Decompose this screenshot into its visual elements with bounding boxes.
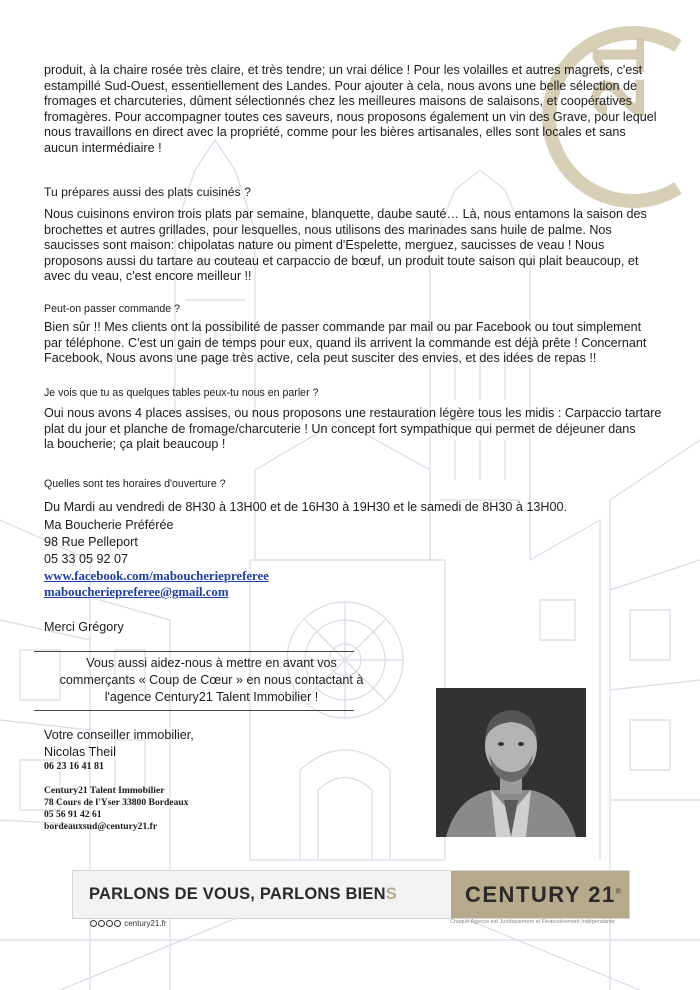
advisor-name: Nicolas Theil xyxy=(44,745,116,759)
answer-line: saucisses sont maison: chipolatas nature ou piment d'Espelette, merguez, saucisses de veau ! Nous xyxy=(44,238,605,253)
century21-wordmark xyxy=(465,882,621,908)
answer-plats-cuisines xyxy=(44,207,647,285)
advisor-title: Votre conseiller immobilier, xyxy=(44,728,194,742)
intro-line: nous travaillons en direct avec la propriété, comme pour les bières artisanales, elles sont locales et sans xyxy=(44,125,626,140)
twitter-icon xyxy=(98,920,105,927)
advisor-portrait-illustration xyxy=(436,688,586,837)
century21-banner xyxy=(72,870,630,919)
intro-line: produit, à la chaire rosée très claire, et très tendre; un vrai délice ! Pour les volailles et autres magrets, c'est xyxy=(44,63,643,77)
facebook-icon xyxy=(90,920,97,927)
question-horaires: Quelles sont tes horaires d'ouverture ? xyxy=(44,478,226,490)
callout-box xyxy=(34,655,389,706)
youtube-icon xyxy=(106,920,113,927)
question-commande: Peut-on passer commande ? xyxy=(44,303,181,315)
agency-block xyxy=(44,785,189,833)
facebook-link[interactable]: www.facebook.com/maboucheriepreferee xyxy=(44,569,269,583)
footer-social-website xyxy=(90,919,166,928)
agency-phone: 05 56 91 42 61 xyxy=(44,809,102,820)
question-tables: Je vois que tu as quelques tables peux-tu nous en parler ? xyxy=(44,387,319,399)
registered-mark: ® xyxy=(615,888,621,896)
answer-horaires: Du Mardi au vendredi de 8H30 à 13H00 et de 16H30 à 19H30 et le samedi de 8H30 à 13H00. xyxy=(44,500,567,514)
answer-line: Oui nous avons 4 places assises, ou nous proposons une restauration légère tous les midis : Carpaccio tartare xyxy=(44,406,662,420)
answer-line: Facebook, Nous avons une page très active, cela peut susciter des envies, et des idées de repas !! xyxy=(44,351,597,366)
answer-line: par téléphone. C'est un gain de temps pour eux, quand ils arrivent la commande est déjà prête ! Concernant xyxy=(44,335,647,350)
answer-line: proposons aussi du tartare au couteau et carpaccio de bœuf, un produit toute saison qui plait beaucoup, et xyxy=(44,253,639,268)
agency-email: bordeauxsud@century21.fr xyxy=(44,821,158,832)
intro-line: fromages et charcuteries, dûment sélectionnés chez les meilleures maisons de salaisons, et coopératives xyxy=(44,94,633,109)
intro-line: fromagères. Pour accompagner toutes ces saveurs, nous proposons également un vin des Grave, pour lequel xyxy=(44,109,657,124)
callout-line: l'agence Century21 Talent Immobilier ! xyxy=(104,690,319,704)
email-link[interactable]: maboucheriepreferee@gmail.com xyxy=(44,585,229,599)
century21-logo-number: 21 xyxy=(577,35,660,118)
agency-address: 78 Cours de l'Yser 33800 Bordeaux xyxy=(44,797,189,808)
callout-line: commerçants « Coup de Cœur » en nous contactant à xyxy=(59,673,364,687)
shop-name: Ma Boucherie Préférée xyxy=(44,518,174,532)
answer-line: Nous cuisinons environ trois plats par semaine, blanquette, daube sauté… Là, nous entamons la saison des xyxy=(44,207,647,221)
shop-address: 98 Rue Pelleport xyxy=(44,535,138,549)
answer-line: brochettes et autres grillades, pour lesquelles, nous utilisons des marinades sans huile de palme. Nos xyxy=(44,222,612,237)
advisor-photo xyxy=(436,688,586,837)
shop-phone: 05 33 05 92 07 xyxy=(44,552,129,566)
instagram-icon xyxy=(114,920,121,927)
century21-brand-text: CENTURY 21 xyxy=(465,882,616,907)
intro-line: estampillé Sud-Ouest, essentiellement des Landes. Pour ajouter à cela, nous avons une belle sélection de xyxy=(44,78,637,93)
advisor-block xyxy=(44,727,194,761)
banner-slogan xyxy=(89,885,397,904)
answer-line: plat du jour et planche de fromage/charcuterie ! Un concept fort sympathique qui permet de déjeuner dans xyxy=(44,421,636,436)
banner-slogan-panel xyxy=(73,871,451,918)
callout-line: Vous aussi aidez-nous à mettre en avant vos xyxy=(86,656,337,670)
answer-line: la boucherie; ça plait beaucoup ! xyxy=(44,437,226,452)
answer-commande xyxy=(44,320,646,367)
answer-tables xyxy=(44,406,661,453)
agency-name: Century21 Talent Immobilier xyxy=(44,785,165,796)
answer-line: avec du veau, c'est encore meilleur !! xyxy=(44,269,252,284)
advisor-phone: 06 23 16 41 81 xyxy=(44,761,104,772)
banner-brand-panel xyxy=(451,871,629,918)
thanks-note: Merci Grégory xyxy=(44,620,124,634)
banner-slogan-main: PARLONS DE VOUS, PARLONS BIEN xyxy=(89,885,386,903)
intro-paragraph xyxy=(44,63,657,157)
callout-bottom-rule xyxy=(34,710,354,711)
intro-line: aucun intermédiaire ! xyxy=(44,140,162,155)
callout-top-rule xyxy=(34,651,354,652)
shop-contact-block xyxy=(44,517,174,568)
banner-slogan-last-letter: S xyxy=(385,885,397,903)
banner-disclaimer: Chaque Agence est Juridiquement et Financièrement Indépendante xyxy=(450,919,615,925)
footer-website[interactable]: century21.fr xyxy=(124,919,167,928)
question-plats-cuisines: Tu prépares aussi des plats cuisinés ? xyxy=(44,185,251,199)
answer-line: Bien sûr !! Mes clients ont la possibilité de passer commande par mail ou par Facebook ou tout simplement xyxy=(44,320,642,334)
